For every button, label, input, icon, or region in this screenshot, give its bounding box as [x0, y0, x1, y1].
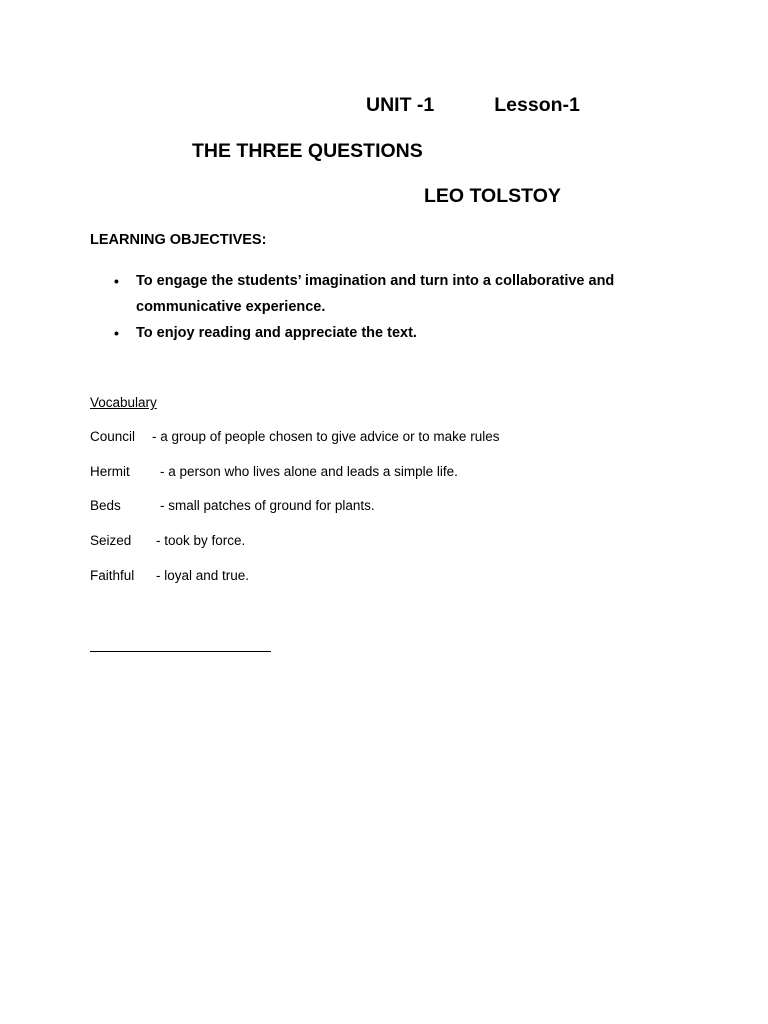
document-title: THE THREE QUESTIONS [192, 140, 423, 162]
vocab-term: Seized [90, 533, 132, 548]
vocab-definition: - small patches of ground for plants. [160, 498, 375, 513]
unit-label: UNIT -1 [366, 94, 435, 116]
vocab-entry [90, 464, 458, 479]
objective-text: To engage the students’ imagination and turn into a collaborative and communicative experience. [136, 273, 615, 315]
lesson-label: Lesson-1 [494, 94, 580, 116]
vocab-entry [90, 429, 500, 444]
vocab-term: Faithful [90, 568, 135, 583]
objective-item [114, 268, 696, 320]
bullet-icon: • [114, 273, 119, 289]
vocab-entry [90, 498, 375, 513]
bullet-icon: • [114, 325, 119, 341]
vocabulary-heading: Vocabulary [90, 395, 157, 410]
vocab-definition: - took by force. [156, 533, 246, 548]
objectives-heading: LEARNING OBJECTIVES: [90, 232, 267, 248]
divider-line [90, 651, 271, 652]
author-name: LEO TOLSTOY [424, 185, 561, 207]
vocab-entry [90, 533, 246, 548]
vocab-term: Hermit [90, 464, 130, 479]
vocab-definition: - a group of people chosen to give advice or to make rules [152, 429, 500, 444]
vocab-entry [90, 568, 250, 583]
objective-text: To enjoy reading and appreciate the text. [136, 325, 417, 341]
vocab-term: Council [90, 429, 136, 444]
vocab-term: Beds [90, 498, 121, 513]
vocab-definition: - a person who lives alone and leads a simple life. [160, 464, 458, 479]
objectives-list [114, 268, 696, 346]
unit-lesson-line [366, 94, 580, 117]
objective-item [114, 320, 696, 346]
vocab-definition: - loyal and true. [156, 568, 250, 583]
